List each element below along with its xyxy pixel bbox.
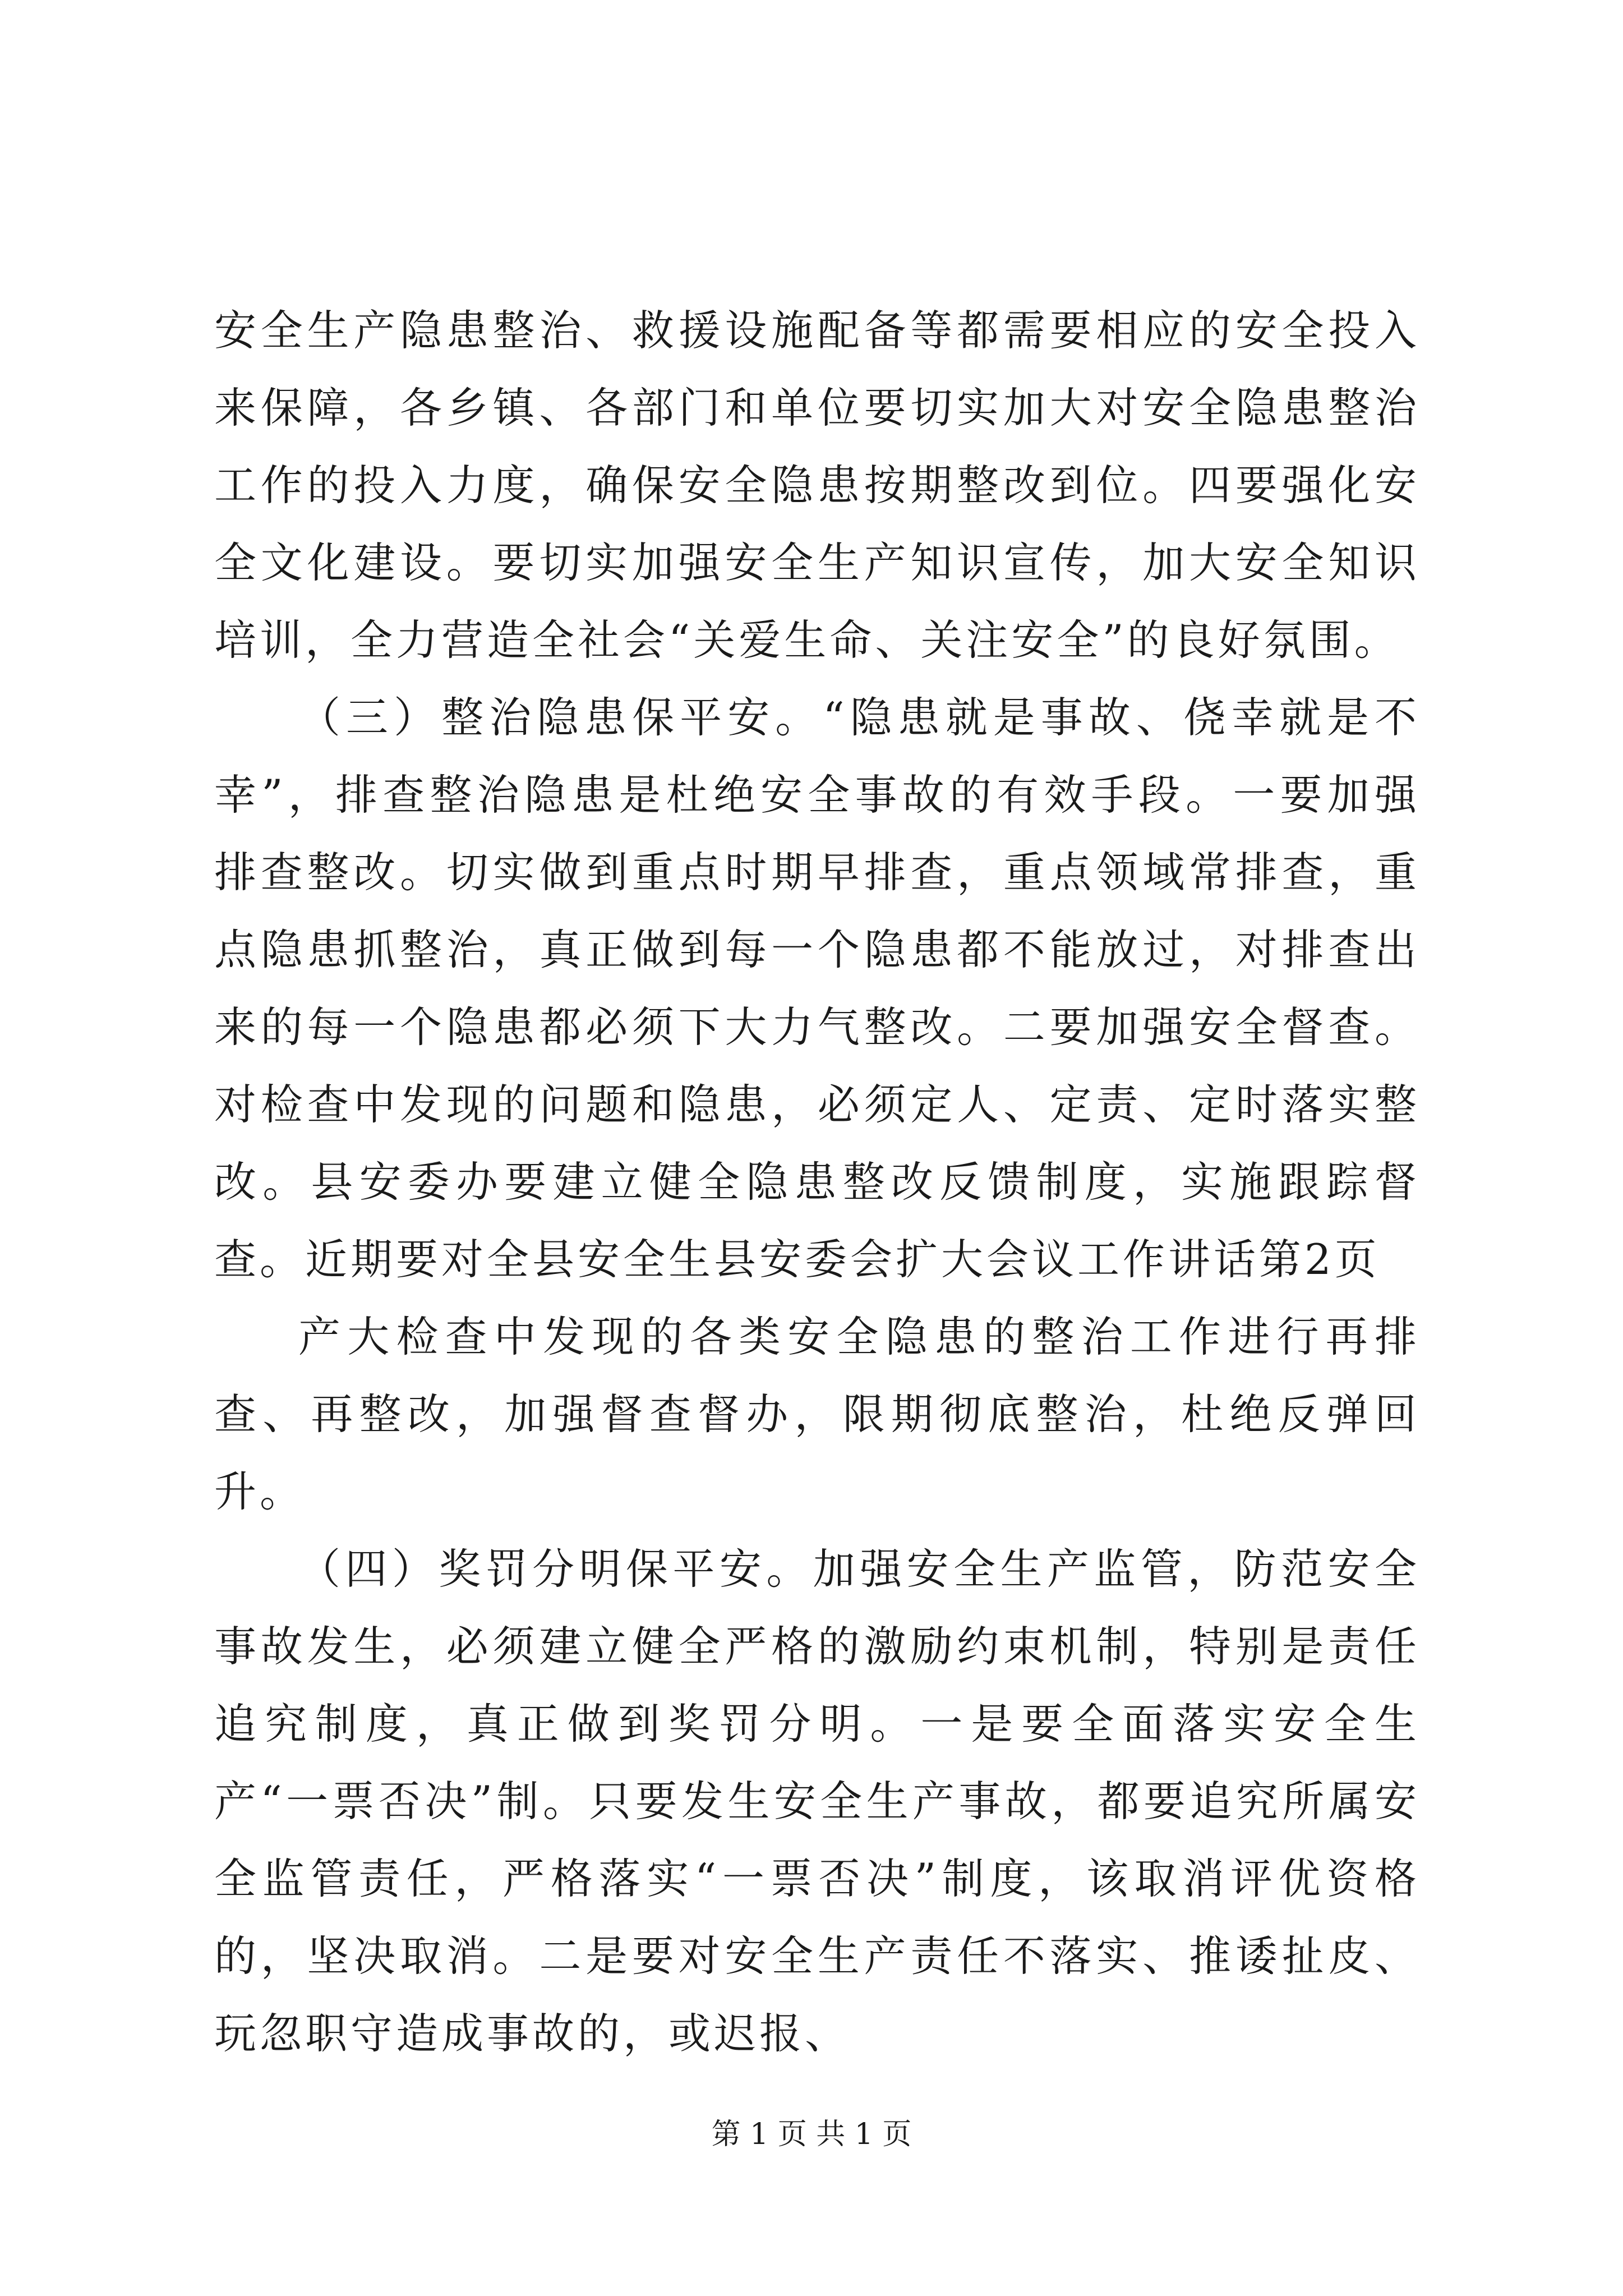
paragraph: （四）奖罚分明保平安。加强安全生产监管，防范安全事故发生，必须建立健全严格的激励约束机制，特别是责任追究制度，真正做到奖罚分明。一是要全面落实安全生产“一票否决”制。只要发生安全生产事故，都要追究所属安全监管责任，严格落实“一票否决”制度，该取消评优资格的，坚决取消。二是要对安全生产责任不落实、推诿扯皮、玩忽职守造成事故的，或迟报、 [214,1544,1420,2058]
paragraph: 安全生产隐患整治、救援设施配备等都需要相应的安全投入来保障，各乡镇、各部门和单位要切实加大对安全隐患整治工作的投入力度，确保安全隐患按期整改到位。四要强化安全文化建设。要切实加强安全生产知识宣传，加大安全知识培训，全力营造全社会“关爱生命、关注安全”的良好氛围。 [214,306,1420,665]
paragraph: 产大检查中发现的各类安全隐患的整治工作进行再排查、再整改，加强督查督办，限期彻底整治，杜绝反弹回升。 [214,1312,1420,1516]
paragraph: （三）整治隐患保平安。“隐患就是事故、侥幸就是不幸”，排查整治隐患是杜绝安全事故的有效手段。一要加强排查整改。切实做到重点时期早排查，重点领域常排查，重点隐患抓整治，真正做到每一个隐患都不能放过，对排查出来的每一个隐患都必须下大力气整改。二要加强安全督查。对检查中发现的问题和隐患，必须定人、定责、定时落实整改。县安委办要建立健全隐患整改反馈制度，实施跟踪督查。近期要对全县安全生县安委会扩大会议工作讲话第2页 [214,693,1420,1284]
document-body [214,292,1420,2072]
page-footer: 第 1 页 共 1 页 [711,2118,912,2151]
